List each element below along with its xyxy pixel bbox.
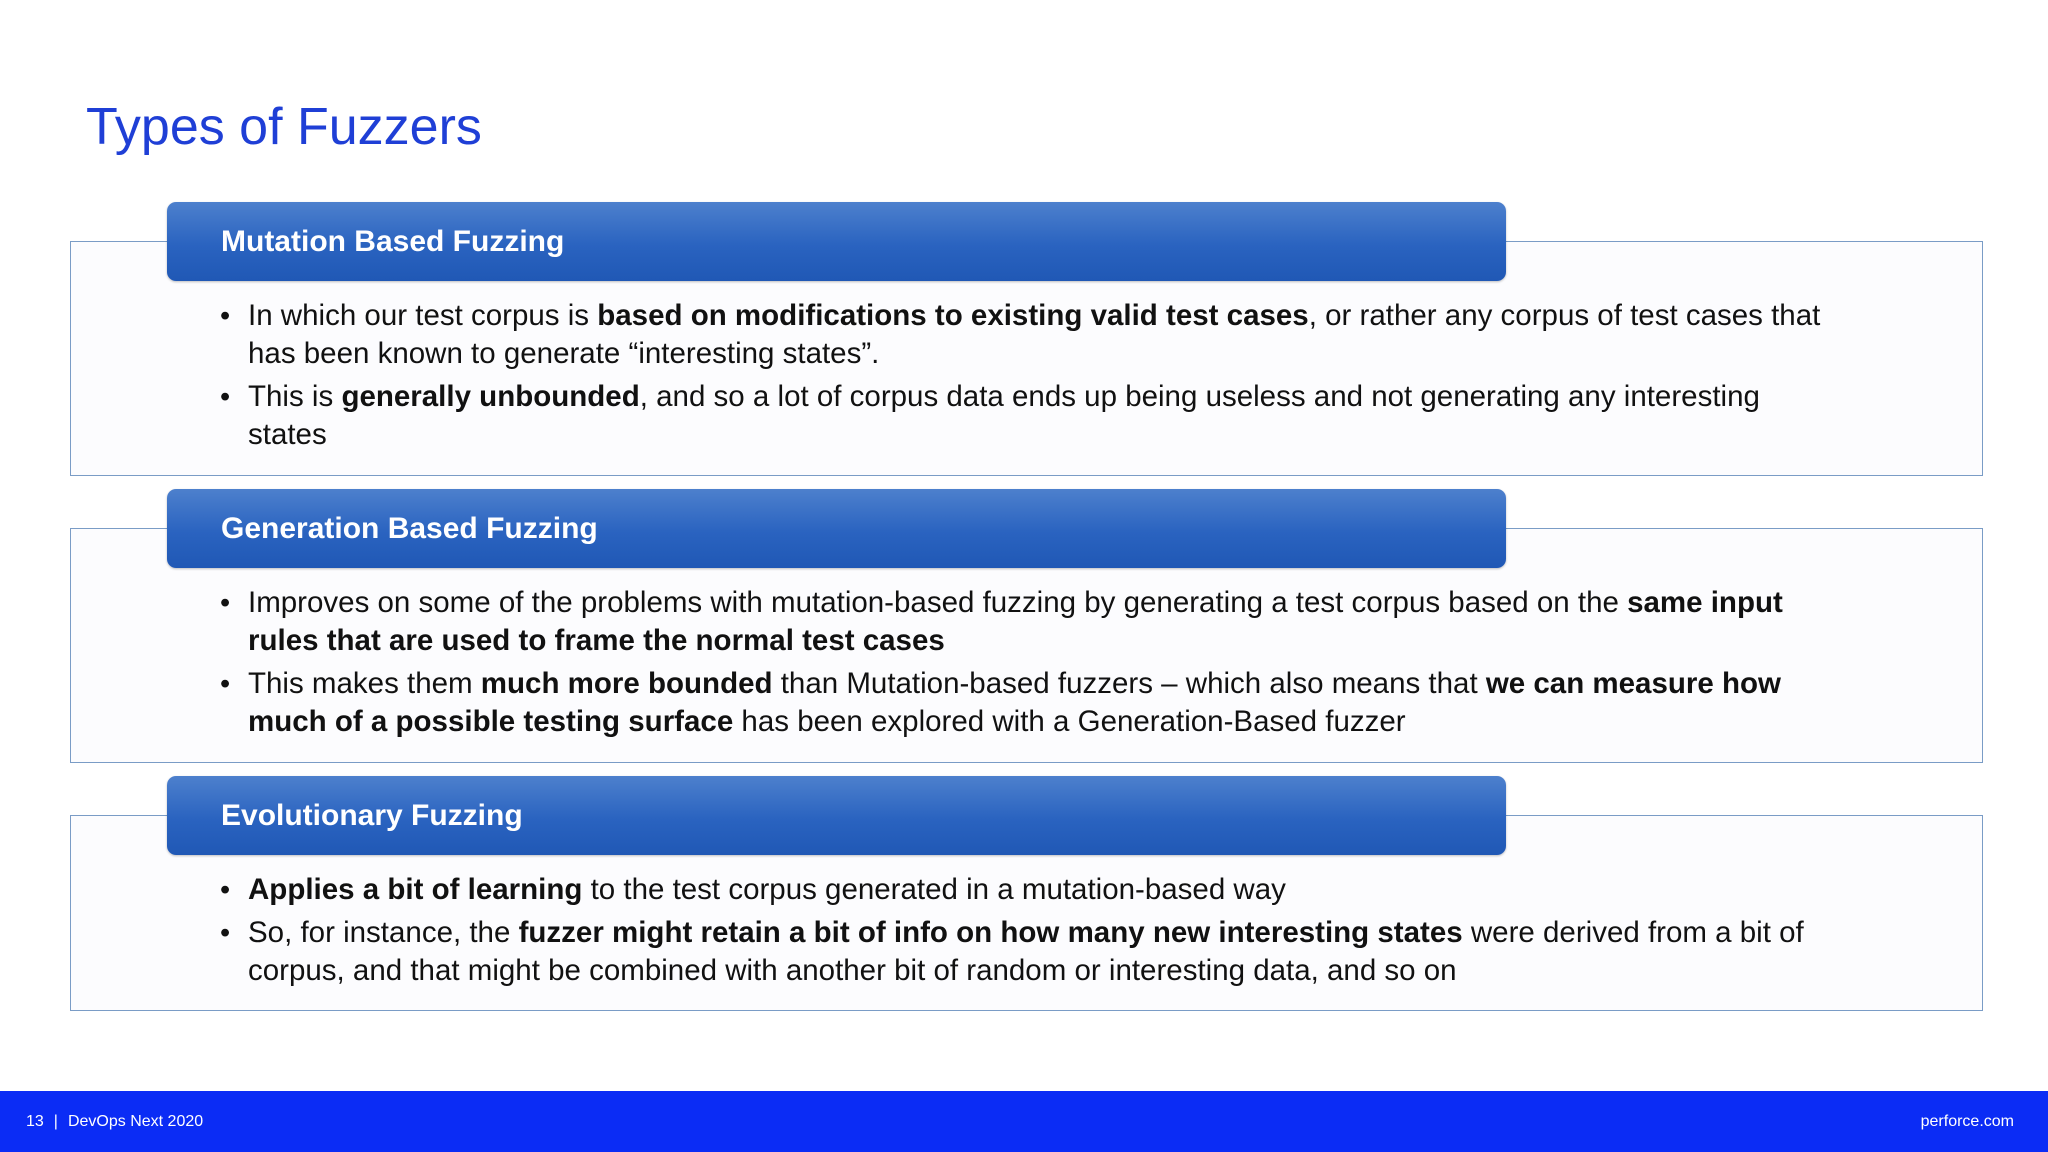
bullet-list <box>220 871 1840 995</box>
footer-separator: | <box>53 1113 58 1130</box>
bullet-text: Improves on some of the problems with mutation-based fuzzing by generating a test corpus based on the <box>248 586 1628 619</box>
page-number: 13 <box>26 1113 44 1130</box>
list-item <box>220 584 1840 660</box>
bullet-text-bold: we can measure how much of a possible testing surface <box>248 667 1781 738</box>
list-item <box>220 665 1840 741</box>
bullet-text: , or rather any corpus of test cases that has been known to generate “interesting states”. <box>248 299 1821 370</box>
section-header <box>167 202 1506 281</box>
bullet-text-bold: generally unbounded <box>341 380 640 413</box>
bullet-text: This makes them <box>248 667 481 700</box>
footer-bar <box>0 1091 2048 1152</box>
list-item <box>220 871 1840 909</box>
section-header-label: Evolutionary Fuzzing <box>221 798 523 832</box>
bullet-text: than Mutation-based fuzzers – which also means that <box>772 667 1486 700</box>
bullet-text: So, for instance, the <box>248 916 519 949</box>
list-item <box>220 914 1840 990</box>
bullet-text: , and so a lot of corpus data ends up being useless and not generating any interesting states <box>248 380 1760 451</box>
slide-title: Types of Fuzzers <box>86 97 482 156</box>
bullet-text: In which our test corpus is <box>248 299 598 332</box>
bullet-text-bold: Applies a bit of learning <box>248 873 583 906</box>
bullet-text: This is <box>248 380 342 413</box>
bullet-text: were derived from a bit of corpus, and that might be combined with another bit of random or interesting data, and so on <box>248 916 1804 987</box>
bullet-text-bold: fuzzer might retain a bit of info on how many new interesting states <box>518 916 1463 949</box>
section-header-label: Generation Based Fuzzing <box>221 511 598 545</box>
bullet-text: has been explored with a Generation-Based fuzzer <box>733 705 1406 738</box>
footer-left <box>26 1113 203 1131</box>
section-header <box>167 776 1506 855</box>
section-header <box>167 489 1506 568</box>
event-name: DevOps Next 2020 <box>67 1113 204 1130</box>
bullet-list <box>220 584 1840 746</box>
bullet-text-bold: based on modifications to existing valid test cases <box>597 299 1309 332</box>
list-item <box>220 378 1840 454</box>
website-link[interactable]: perforce.com <box>1920 1113 2014 1130</box>
bullet-text-bold: same input rules that are used to frame the normal test cases <box>248 586 1783 657</box>
bullet-text: to the test corpus generated in a mutation-based way <box>582 873 1286 906</box>
section-header-label: Mutation Based Fuzzing <box>221 224 565 258</box>
bullet-list <box>220 297 1840 459</box>
bullet-text-bold: much more bounded <box>480 667 773 700</box>
list-item <box>220 297 1840 373</box>
